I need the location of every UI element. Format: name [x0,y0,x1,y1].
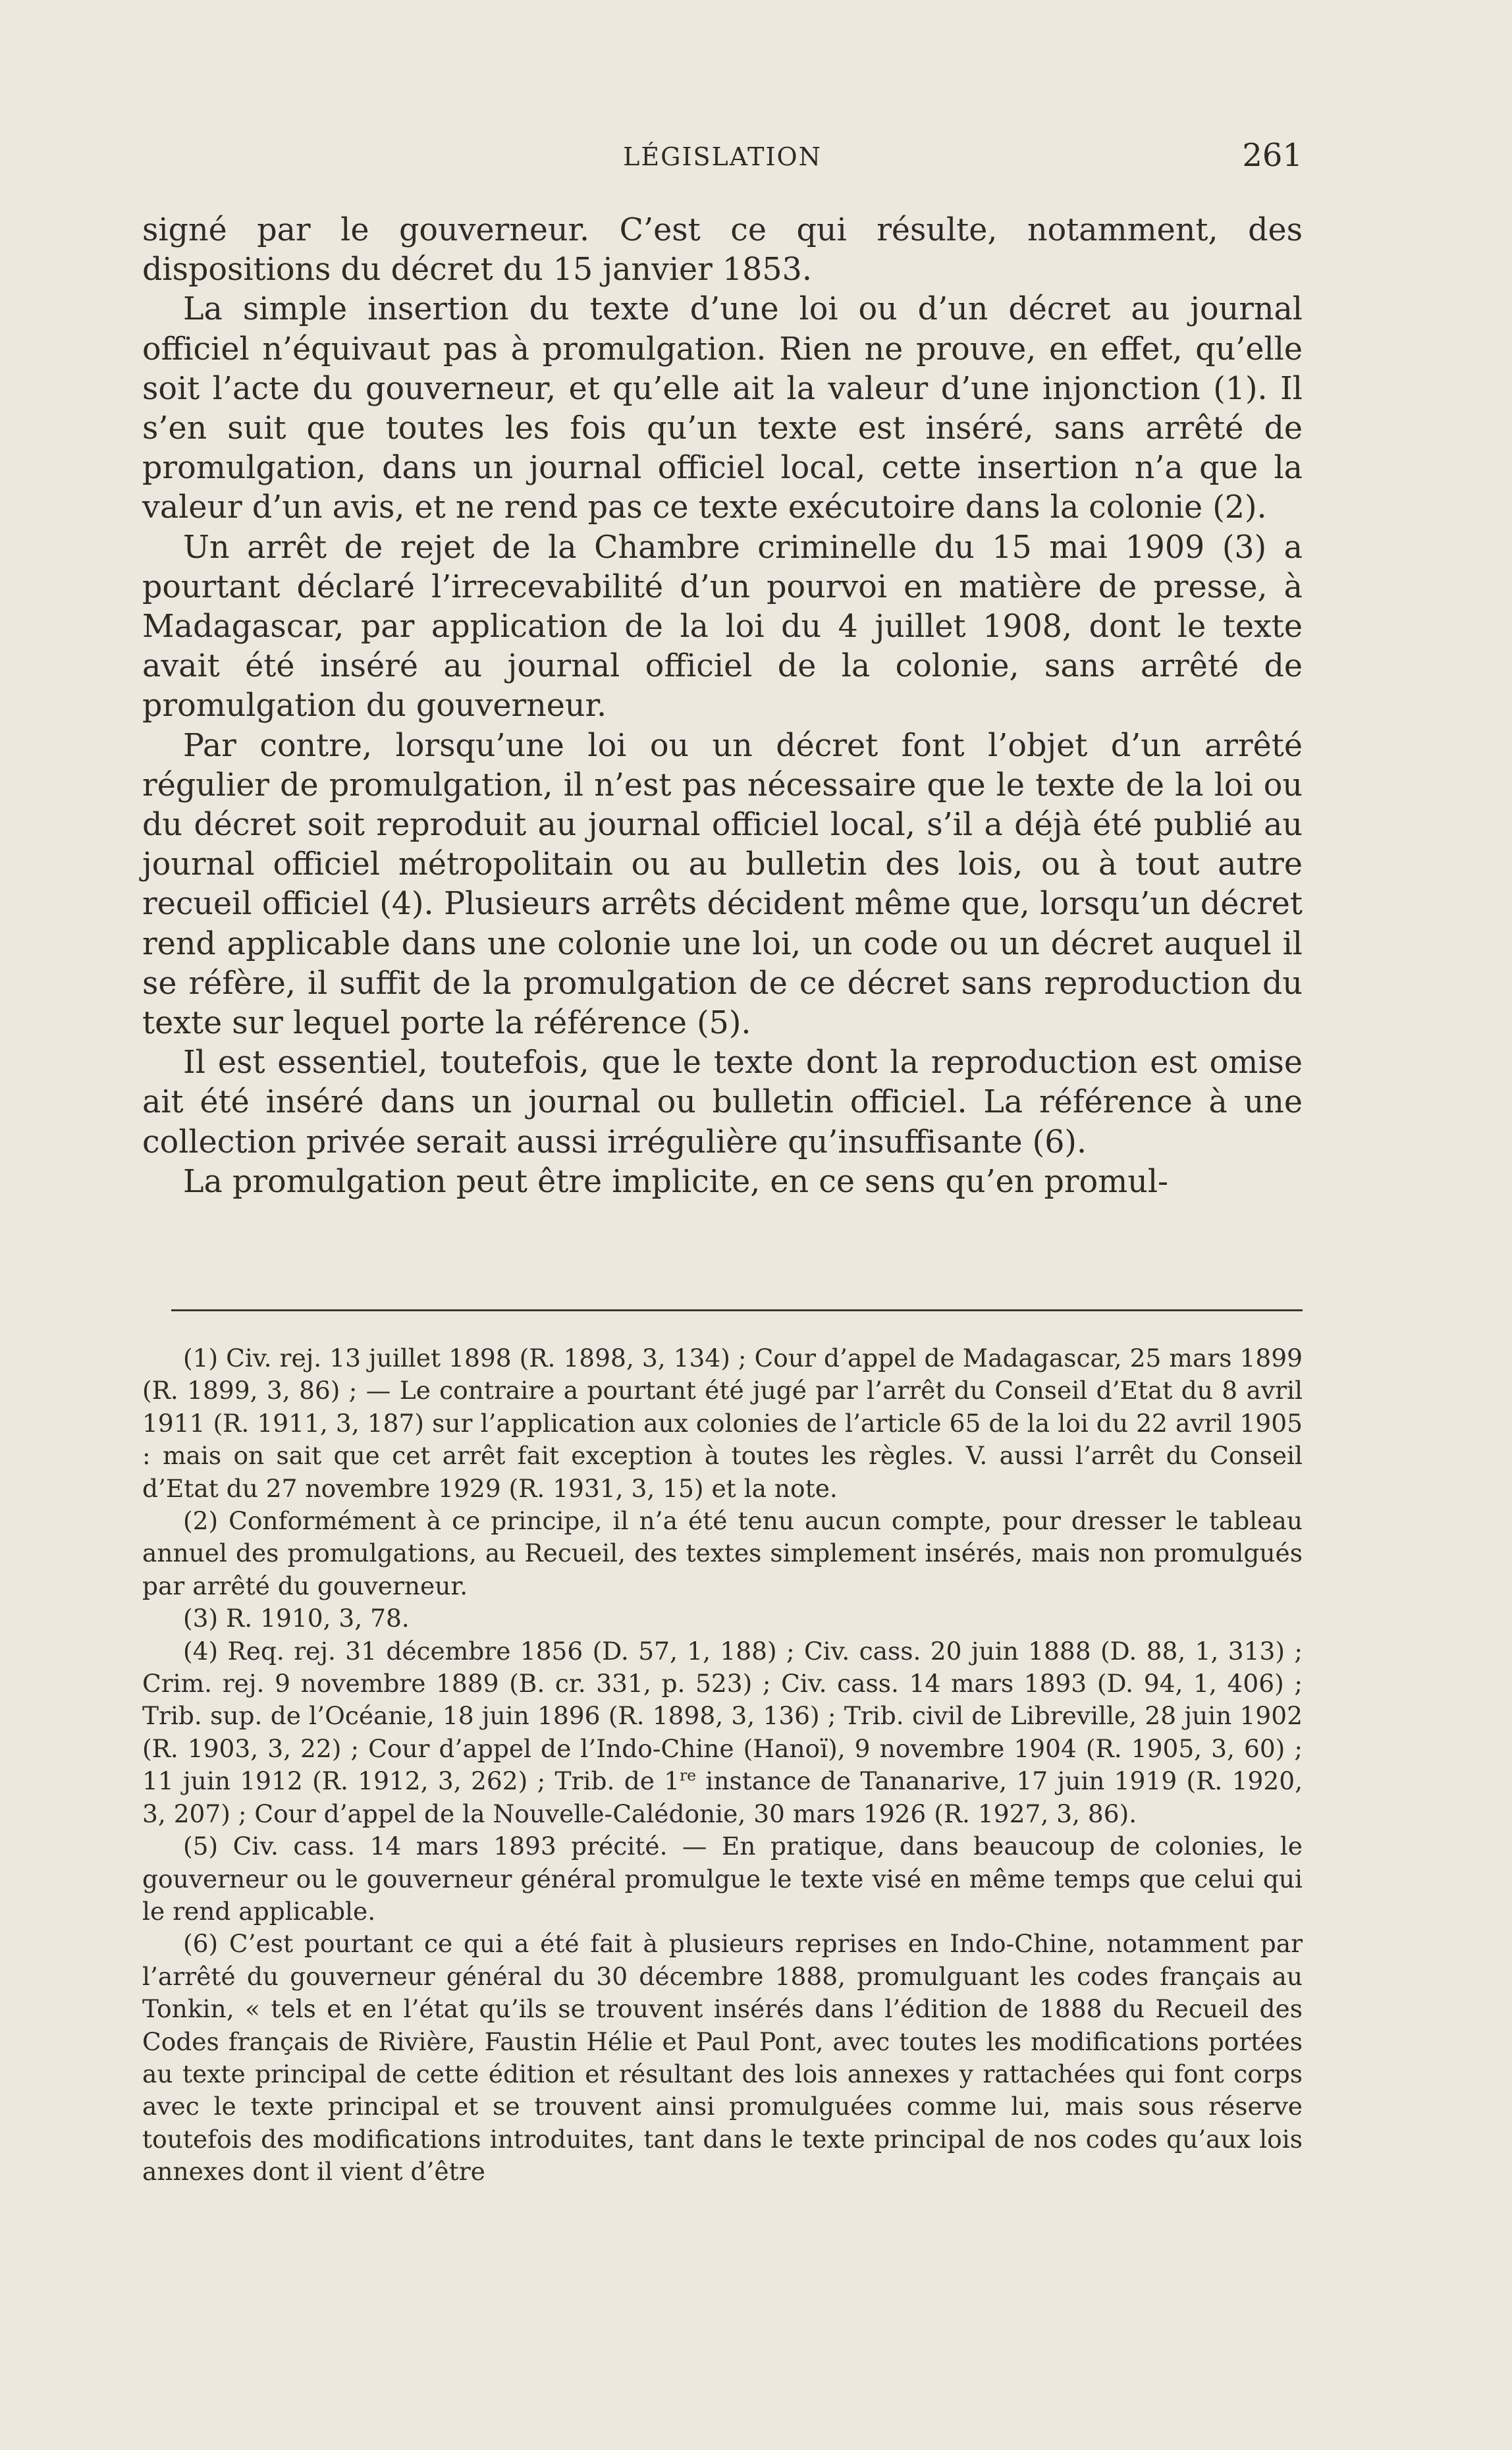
footnote-4-text-start: (4) Req. rej. 31 décembre 1856 (D. 57, 1, 188) ; Civ. cass. 20 juin 1888 (D. 88, 1, 313) ; Crim. rej. 9 novembre 1889 (B. cr. 331, p. 523) ; Civ. cass. 14 mars 1893 (D. 94, 1, 406) ; Trib. sup. de l’Océanie, 18 juin 1896 (R. 1898, 3, 136) ; Trib. civil de Libreville, 28 juin 1902 (R. 1903, 3, 22) ; Cour d’appel de l’Indo-Chine (Hanoï), 9 novembre 1904 (R. 1905, 3, 60) ; 11 juin 1912 (R. 1912, 3, 262) ; Trib. de 1 [142,1636,1303,1796]
footnote-3: (3) R. 1910, 3, 78. [183,1604,410,1633]
footnotes [142,1342,1303,2189]
footnote-4-text-end: instance de Tananarive, 17 juin 1919 (R. 1920, 3, 207) ; Cour d’appel de la Nouvelle-Calédonie, 30 mars 1926 (R. 1927, 3, 86). [142,1766,1303,1828]
footnote-4-superscript: re [680,1766,697,1785]
footnote-separator [171,1309,1303,1311]
footnote-2: (2) Conformément à ce principe, il n’a été tenu aucun compte, pour dresser le tableau annuel des promulgations, au Recueil, des textes simplement insérés, mais non promulgués par arrêté du gouverneur. [142,1506,1303,1600]
body-paragraph: La promulgation peut être implicite, en ce sens qu’en promul- [183,1163,1169,1200]
body-paragraph: La simple insertion du texte d’une loi ou d’un décret au journal officiel n’équivaut pas à promulgation. Rien ne prouve, en effet, qu’elle soit l’acte du gouverneur, et qu’elle ait la valeur d’une injonction (1). Il s’en suit que toutes les fois qu’un texte est inséré, sans arrêté de promulgation, dans un journal officiel local, cette insertion n’a que la valeur d’un avis, et ne rend pas ce texte exécutoire dans la colonie (2). [142,291,1303,526]
body-paragraph: Il est essentiel, toutefois, que le texte dont la reproduction est omise ait été inséré dans un journal ou bulletin officiel. La référence à une collection privée serait aussi irrégulière qu’insuffisante (6). [142,1045,1303,1160]
running-title: LÉGISLATION [623,142,822,171]
page-number: 261 [1242,137,1303,174]
body-paragraph: signé par le gouverneur. C’est ce qui résulte, notamment, des dispositions du décret du 15 janvier 1853. [142,212,1303,288]
body-paragraph: Par contre, lorsqu’une loi ou un décret font l’objet d’un arrêté régulier de promulgation, il n’est pas nécessaire que le texte de la loi ou du décret soit reproduit au journal officiel local, s’il a déjà été publié au journal officiel métropolitain ou au bulletin des lois, ou à tout autre recueil officiel (4). Plusieurs arrêts décident même que, lorsqu’un décret rend applicable dans une colonie une loi, un code ou un décret auquel il se réfère, il suffit de la promulgation de ce décret sans reproduction du texte sur lequel porte la référence (5). [142,727,1303,1042]
footnote-5: (5) Civ. cass. 14 mars 1893 précité. — En pratique, dans beaucoup de colonies, le gouverneur ou le gouverneur général promulgue le texte visé en même temps que celui qui le rend applicable. [142,1832,1303,1926]
footnote-1: (1) Civ. rej. 13 juillet 1898 (R. 1898, 3, 134) ; Cour d’appel de Madagascar, 25 mars 1899 (R. 1899, 3, 86) ; — Le contraire a pourtant été jugé par l’arrêt du Conseil d’Etat du 8 avril 1911 (R. 1911, 3, 187) sur l’application aux colonies de l’article 65 de la loi du 22 avril 1905 : mais on sait que cet arrêt fait exception à toutes les règles. V. aussi l’arrêt du Conseil d’Etat du 27 novembre 1929 (R. 1931, 3, 15) et la note. [142,1344,1303,1503]
running-head [142,137,1303,179]
footnote-6: (6) C’est pourtant ce qui a été fait à plusieurs reprises en Indo-Chine, notamment par l’arrêté du gouverneur général du 30 décembre 1888, promulguant les codes français au Tonkin, « tels et en l’état qu’ils se trouvent insérés dans l’édition de 1888 du Recueil des Codes français de Rivière, Faustin Hélie et Paul Pont, avec toutes les modifications portées au texte principal de cette édition et résultant des lois annexes y rattachées qui font corps avec le texte principal et se trouvent ainsi promulguées comme lui, mais sous réserve toutefois des modifications introduites, tant dans le texte principal de nos codes qu’aux lois annexes dont il vient d’être [142,1929,1303,2187]
body-paragraph: Un arrêt de rejet de la Chambre criminelle du 15 mai 1909 (3) a pourtant déclaré l’irrecevabilité d’un pourvoi en matière de presse, à Madagascar, par application de la loi du 4 juillet 1908, dont le texte avait été inséré au journal officiel de la colonie, sans arrêté de promulgation du gouverneur. [142,529,1303,724]
footnote-4 [142,1635,1303,1830]
body-text [142,211,1303,1202]
